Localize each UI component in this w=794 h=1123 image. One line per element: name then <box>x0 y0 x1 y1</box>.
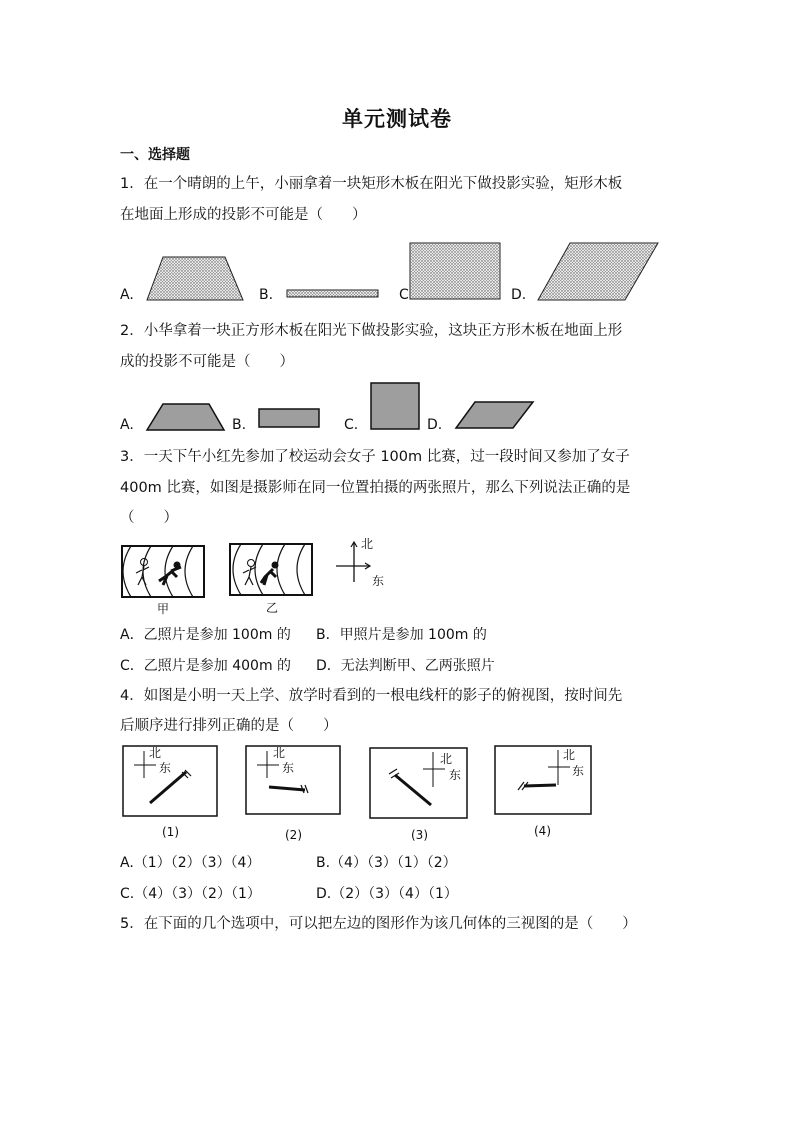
q1-option-c-label: C <box>399 287 409 303</box>
q2-option-b-rect <box>258 408 322 430</box>
page-title: 单元测试卷 <box>342 107 452 131</box>
q3-compass-east: 东 <box>372 574 385 588</box>
q2-option-d-parallelogram <box>455 401 535 431</box>
q3-option-a: A．乙照片是参加 100m 的 <box>120 627 291 643</box>
q4-caption-3: (3) <box>411 828 428 842</box>
q2-option-a-label: A. <box>120 417 134 433</box>
q4-fig3-east: 东 <box>449 768 462 782</box>
q4-figure-1 <box>122 745 218 817</box>
q4-line1: 4．如图是小明一天上学、放学时看到的一根电线杆的影子的俯视图，按时间先 <box>120 688 623 704</box>
q2-option-d-label: D. <box>427 417 443 433</box>
q4-fig4-north: 北 <box>563 748 576 762</box>
q1-option-b-thin-rect <box>286 289 380 299</box>
section-heading: 一、选择题 <box>120 147 190 163</box>
q4-option-b: B.（4）（3）（1）（2） <box>316 855 457 871</box>
q3-option-c: C．乙照片是参加 400m 的 <box>120 658 292 674</box>
q4-figure-4 <box>494 745 592 815</box>
q1-line1: 1．在一个晴朗的上午，小丽拿着一块矩形木板在阳光下做投影实验，矩形木板 <box>120 176 623 192</box>
q4-option-a: A.（1）（2）（3）（4） <box>120 855 261 871</box>
q3-compass-north: 北 <box>361 537 374 551</box>
q3-line3: （ ） <box>120 510 178 526</box>
q2-option-a-trapezoid <box>146 403 226 433</box>
q4-option-c: C.（4）（3）（2）（1） <box>120 886 261 902</box>
q4-caption-4: (4) <box>534 824 551 838</box>
q4-fig2-east: 东 <box>282 761 295 775</box>
q1-option-d-parallelogram <box>537 242 661 302</box>
q1-option-a-trapezoid <box>145 255 245 303</box>
q1-option-a-label: A. <box>120 287 134 303</box>
q1-option-b-label: B. <box>259 287 274 303</box>
q3-photo-jia-label: 甲 <box>157 602 170 616</box>
q3-photo-jia <box>121 545 205 598</box>
q2-option-c-label: C. <box>344 417 359 433</box>
q4-fig3-north: 北 <box>440 752 453 766</box>
q3-line1: 3．一天下午小红先参加了校运动会女子 100m 比赛，过一段时间又参加了女子 <box>120 449 630 465</box>
q4-fig4-east: 东 <box>572 764 585 778</box>
q3-line2: 400m 比赛，如图是摄影师在同一位置拍摄的两张照片，那么下列说法正确的是 <box>120 480 631 496</box>
q4-option-d: D.（2）（3）（4）（1） <box>316 886 458 902</box>
q2-line2: 成的投影不可能是（ ） <box>120 354 294 370</box>
q1-option-d-label: D. <box>511 287 527 303</box>
q4-figure-2 <box>245 745 341 815</box>
q4-caption-2: (2) <box>285 828 302 842</box>
q1-line2: 在地面上形成的投影不可能是（ ） <box>120 207 367 223</box>
q4-line2: 后顺序进行排列正确的是（ ） <box>120 718 338 734</box>
q4-fig2-north: 北 <box>273 746 286 760</box>
q1-option-c-rect <box>409 242 503 302</box>
q3-photo-yi <box>229 543 313 596</box>
q2-option-c-square <box>370 382 422 432</box>
q4-fig1-north: 北 <box>149 746 162 760</box>
q4-caption-1: (1) <box>162 825 179 839</box>
q3-option-b: B．甲照片是参加 100m 的 <box>316 627 487 643</box>
q4-fig1-east: 东 <box>159 761 172 775</box>
q3-option-d: D．无法判断甲、乙两张照片 <box>316 658 495 674</box>
q2-line1: 2．小华拿着一块正方形木板在阳光下做投影实验，这块正方形木板在地面上形 <box>120 323 623 339</box>
q3-photo-yi-label: 乙 <box>266 601 279 615</box>
q4-figure-3 <box>369 747 468 819</box>
q5-line1: 5．在下面的几个选项中，可以把左边的图形作为该几何体的三视图的是（ ） <box>120 916 637 932</box>
q2-option-b-label: B. <box>232 417 247 433</box>
